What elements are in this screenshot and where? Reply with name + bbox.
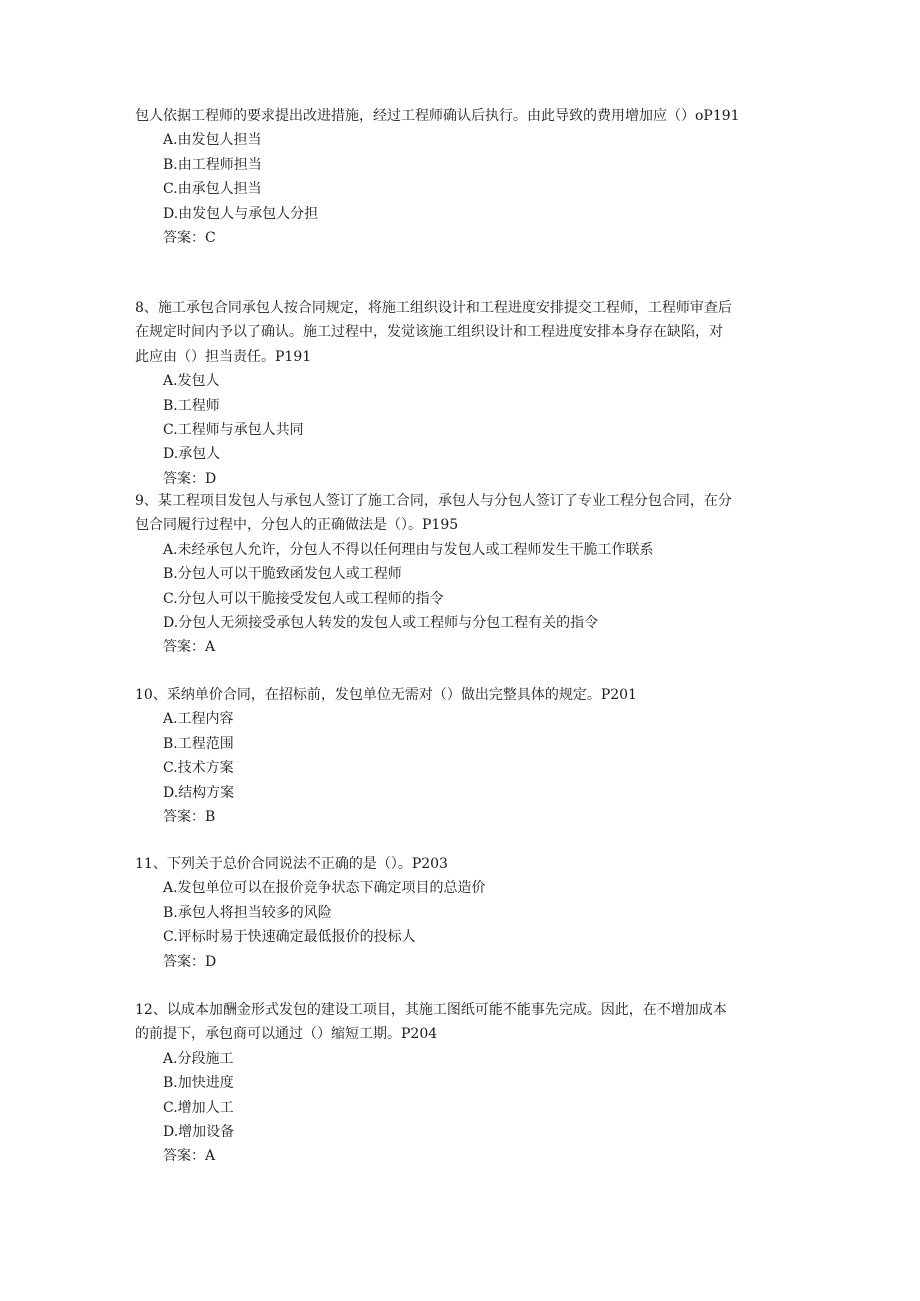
question-block-10 bbox=[135, 683, 790, 829]
option-d: D.结构方案 bbox=[163, 784, 235, 801]
option-c: C.技术方案 bbox=[163, 760, 234, 777]
option-d: D.承包人 bbox=[163, 446, 221, 463]
question-stem-line: 10、采纳单价合同，在招标前，发包单位无需对（）做出完整具体的规定。P201 bbox=[135, 687, 637, 703]
answer: 答案：A bbox=[163, 1148, 216, 1165]
question-stem-line: 在规定时间内予以了确认。施工过程中，发觉该施工组织设计和工程进度安排本身存在缺陷，对 bbox=[135, 324, 723, 341]
question-stem-line: 12、以成本加酬金形式发包的建设工项目，其施工图纸可能不能事先完成。因此，在不增加成本 bbox=[135, 1002, 727, 1018]
question-stem-line: 此应由（）担当责任。P191 bbox=[135, 348, 312, 365]
question-block-11 bbox=[135, 852, 790, 974]
option-c: C.评标时易于快速确定最低报价的投标人 bbox=[163, 929, 416, 946]
answer: 答案：D bbox=[163, 953, 217, 970]
option-b: B.承包人将担当较多的风险 bbox=[163, 904, 332, 921]
option-a: A.工程内容 bbox=[163, 711, 234, 728]
option-b: B.由工程师担当 bbox=[163, 156, 262, 173]
option-c: C.增加人工 bbox=[163, 1099, 234, 1116]
option-c: C.分包人可以干脆接受发包人或工程师的指令 bbox=[163, 590, 444, 607]
option-d: D.分包人无须接受承包人转发的发包人或工程师与分包工程有关的指令 bbox=[163, 614, 599, 631]
option-c: C.由承包人担当 bbox=[163, 181, 262, 198]
option-b: B.分包人可以干脆致函发包人或工程师 bbox=[163, 566, 402, 583]
option-c: C.工程师与承包人共同 bbox=[163, 421, 304, 438]
option-d: D.增加设备 bbox=[163, 1123, 235, 1140]
option-a: A.由发包人担当 bbox=[163, 132, 262, 149]
answer: 答案：C bbox=[163, 229, 216, 246]
question-block-8 bbox=[135, 296, 790, 491]
question-stem-line: 包人依据工程师的要求提出改进措施，经过工程师确认后执行。由此导致的费用增加应（）oP191 bbox=[135, 108, 740, 124]
question-stem-line: 9、某工程项目发包人与承包人签订了施工合同，承包人与分包人签订了专业工程分包合同，在分 bbox=[135, 493, 732, 509]
option-a: A.分段施工 bbox=[163, 1050, 234, 1067]
option-a: A.发包单位可以在报价竞争状态下确定项目的总造价 bbox=[163, 880, 486, 897]
option-b: B.工程师 bbox=[163, 397, 220, 414]
question-stem-line: 11、下列关于总价合同说法不正确的是（）。P203 bbox=[135, 856, 448, 872]
question-block-9 bbox=[135, 489, 790, 660]
option-b: B.加快进度 bbox=[163, 1075, 234, 1092]
question-stem-line: 包合同履行过程中，分包人的正确做法是（）。P195 bbox=[135, 517, 459, 534]
option-d: D.由发包人与承包人分担 bbox=[163, 205, 319, 222]
question-block-12 bbox=[135, 998, 790, 1169]
answer: 答案：A bbox=[163, 639, 216, 656]
question-block-7 bbox=[135, 104, 790, 250]
option-b: B.工程范围 bbox=[163, 735, 234, 752]
question-stem-line: 的前提下，承包商可以通过（）缩短工期。P204 bbox=[135, 1026, 438, 1043]
option-a: A.未经承包人允许，分包人不得以任何理由与发包人或工程师发生干脆工作联系 bbox=[163, 541, 654, 558]
question-stem-line: 8、施工承包合同承包人按合同规定，将施工组织设计和工程进度安排提交工程师，工程师审查后 bbox=[135, 300, 732, 316]
answer: 答案：D bbox=[163, 470, 217, 487]
option-a: A.发包人 bbox=[163, 373, 220, 390]
answer: 答案：B bbox=[163, 808, 216, 825]
